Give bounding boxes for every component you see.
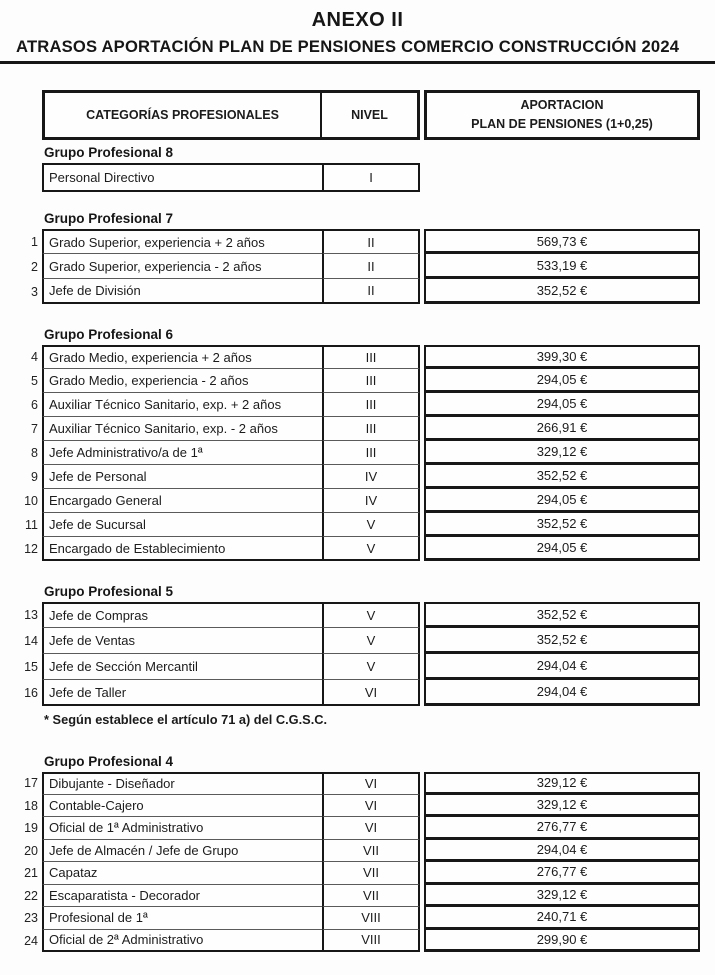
table-row [31,279,700,304]
professional-group [24,327,700,561]
amount-cell: 294,05 € [424,369,700,393]
row-number: 16 [24,686,38,700]
group-rows [24,772,700,952]
group-label: Grupo Profesional 7 [44,211,174,226]
table-row [31,229,700,254]
row-number: 23 [24,911,38,926]
table-row [31,254,700,279]
table-row [24,795,700,818]
group-label: Grupo Profesional 8 [44,145,174,160]
row-number: 21 [24,866,38,881]
amount-cell: 352,52 € [424,513,700,537]
category-cell: Jefe Administrativo/a de 1ª [42,441,322,465]
row-number: 17 [24,776,38,791]
amount-cell: 294,05 € [424,393,700,417]
amount-cell: 266,91 € [424,417,700,441]
header-categorias: CATEGORÍAS PROFESIONALES [42,90,322,140]
category-cell: Jefe de División [42,279,322,304]
category-cell: Grado Superior, experiencia + 2 años [42,229,322,254]
category-cell: Jefe de Almacén / Jefe de Grupo [42,840,322,863]
nivel-cell: III [322,345,420,369]
category-cell: Auxiliar Técnico Sanitario, exp. + 2 años [42,393,322,417]
pension-table [24,90,700,952]
table-row [42,163,700,192]
document-subtitle: ATRASOS APORTACIÓN PLAN DE PENSIONES COMERCIO CONSTRUCCIÓN 2024 [16,37,680,56]
row-number: 1 [31,234,38,249]
nivel-cell: V [322,628,420,654]
category-cell: Capataz [42,862,322,885]
table-row [24,772,700,795]
amount-cell: 329,12 € [424,795,700,818]
table-header-row [42,90,700,140]
table-row [24,602,700,628]
category-cell: Auxiliar Técnico Sanitario, exp. - 2 años [42,417,322,441]
header-aportacion [424,90,700,140]
table-row [24,885,700,908]
table-row [24,489,700,513]
category-cell: Oficial de 1ª Administrativo [42,817,322,840]
nivel-cell: II [322,279,420,304]
row-number: 14 [24,634,38,648]
amount-cell: 294,04 € [424,840,700,863]
category-cell: Escaparatista - Decorador [42,885,322,908]
table-row [25,513,700,537]
nivel-cell: IV [322,465,420,489]
nivel-cell: VI [322,817,420,840]
professional-group [31,211,700,304]
nivel-cell: III [322,417,420,441]
document-title: ANEXO II [311,9,404,31]
amount-cell: 329,12 € [424,772,700,795]
row-number: 10 [24,494,38,508]
group-rows [24,345,700,561]
nivel-cell: VI [322,680,420,706]
nivel-cell: V [322,602,420,628]
group-label: Grupo Profesional 4 [44,754,174,769]
row-number: 6 [31,398,38,412]
category-cell: Grado Medio, experiencia - 2 años [42,369,322,393]
nivel-cell: IV [322,489,420,513]
row-number: 24 [24,933,38,948]
category-cell: Jefe de Taller [42,680,322,706]
category-cell: Encargado General [42,489,322,513]
row-number: 5 [31,374,38,388]
table-row [24,930,700,953]
amount-cell: 240,71 € [424,907,700,930]
row-number: 22 [24,888,38,903]
row-number: 2 [31,259,38,274]
table-row [24,680,700,706]
amount-cell: 329,12 € [424,441,700,465]
category-cell: Grado Superior, experiencia - 2 años [42,254,322,279]
nivel-cell: III [322,393,420,417]
group-list [24,145,700,952]
amount-cell: 533,19 € [424,254,700,279]
nivel-cell: VII [322,862,420,885]
category-cell: Personal Directivo [42,163,322,192]
category-cell: Oficial de 2ª Administrativo [42,930,322,953]
header-aportacion-line1: APORTACION [520,97,604,112]
header-nivel: NIVEL [322,90,420,140]
category-cell: Jefe de Sucursal [42,513,322,537]
nivel-cell: V [322,537,420,561]
category-cell: Contable-Cajero [42,795,322,818]
amount-cell: 276,77 € [424,862,700,885]
nivel-cell: VIII [322,930,420,953]
category-cell: Grado Medio, experiencia + 2 años [42,345,322,369]
amount-cell: 352,52 € [424,465,700,489]
table-row [31,393,700,417]
nivel-cell: V [322,513,420,537]
nivel-cell: VII [322,885,420,908]
row-number: 8 [31,446,38,460]
row-number: 20 [24,843,38,858]
table-row [31,465,700,489]
group-label: Grupo Profesional 5 [44,584,174,599]
group-label: Grupo Profesional 6 [44,327,174,342]
row-number: 19 [24,821,38,836]
row-number: 18 [24,798,38,813]
table-row [31,345,700,369]
amount-cell: 276,77 € [424,817,700,840]
row-number: 9 [31,470,38,484]
amount-cell: 352,52 € [424,279,700,304]
row-number: 7 [31,422,38,436]
row-number: 12 [24,542,38,556]
category-cell: Jefe de Personal [42,465,322,489]
professional-group [42,145,700,192]
title-rule [0,61,715,64]
row-number: 4 [31,350,38,364]
nivel-cell: VI [322,795,420,818]
table-row [24,862,700,885]
group-rows [42,163,700,192]
amount-cell: 352,52 € [424,628,700,654]
row-number: 11 [25,518,38,532]
row-number: 3 [31,284,38,299]
table-footnote: * Según establece el artículo 71 a) del C.G.S.C. [44,712,328,727]
professional-group [24,754,700,952]
amount-cell: 399,30 € [424,345,700,369]
table-row [24,654,700,680]
table-row [31,369,700,393]
table-row [31,417,700,441]
amount-cell: 299,90 € [424,930,700,953]
amount-cell: 294,05 € [424,489,700,513]
group-rows [31,229,700,304]
row-number: 13 [24,608,38,622]
table-row [24,840,700,863]
row-number: 15 [24,660,38,674]
nivel-cell: VII [322,840,420,863]
nivel-cell: II [322,229,420,254]
table-row [24,817,700,840]
amount-cell: 294,04 € [424,680,700,706]
amount-cell: 294,05 € [424,537,700,561]
nivel-cell: VI [322,772,420,795]
nivel-cell: V [322,654,420,680]
category-cell: Jefe de Compras [42,602,322,628]
category-cell: Encargado de Establecimiento [42,537,322,561]
amount-cell: 569,73 € [424,229,700,254]
amount-cell: 329,12 € [424,885,700,908]
professional-group [24,584,700,727]
table-row [24,907,700,930]
table-row [24,628,700,654]
category-cell: Profesional de 1ª [42,907,322,930]
nivel-cell: I [322,163,420,192]
group-rows [24,602,700,706]
header-aportacion-line2: PLAN DE PENSIONES (1+0,25) [471,116,653,131]
table-row [24,537,700,561]
nivel-cell: III [322,441,420,465]
table-row [31,441,700,465]
category-cell: Dibujante - Diseñador [42,772,322,795]
nivel-cell: III [322,369,420,393]
nivel-cell: II [322,254,420,279]
category-cell: Jefe de Sección Mercantil [42,654,322,680]
category-cell: Jefe de Ventas [42,628,322,654]
nivel-cell: VIII [322,907,420,930]
row-number [12,163,38,192]
amount-cell: 294,04 € [424,654,700,680]
amount-cell: 352,52 € [424,602,700,628]
